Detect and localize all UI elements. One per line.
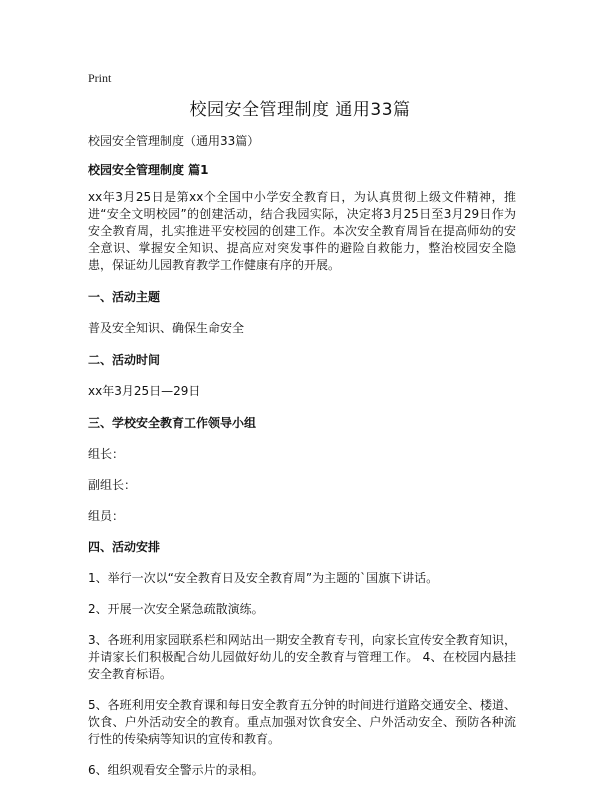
document-subtitle: 校园安全管理制度（通用33篇） (88, 134, 260, 148)
arrangement-item-1: 1、举行一次以“安全教育日及安全教育周”为主题的`国旗下讲话。 (88, 571, 439, 585)
document-body (88, 133, 516, 793)
heading-activity-time: 二、活动时间 (88, 353, 161, 367)
activity-theme-text: 普及安全知识、确保生命安全 (88, 321, 245, 335)
print-label: Print (88, 71, 112, 85)
page-title: 校园安全管理制度 通用33篇 (189, 100, 411, 120)
activity-time-text: xx年3月25日—29日 (88, 384, 201, 398)
arrangement-item-5: 5、各班利用安全教育课和每日安全教育五分钟的时间进行道路交通安全、楼道、饮食、户外活动安全的教育。重点加强对饮食安全、户外活动安全、预防各种流行性的传染病等知识的宣传和教育。 (88, 698, 516, 746)
heading-activity-arrangement: 四、活动安排 (88, 540, 161, 554)
arrangement-item-2: 2、开展一次安全紧急疏散演练。 (88, 602, 264, 616)
heading-leadership-group: 三、学校安全教育工作领导小组 (88, 416, 257, 430)
arrangement-item-3: 3、各班利用家园联系栏和网站出一期安全教育专刊，向家长宣传安全教育知识，并请家长们积极配合幼儿园做好幼儿的安全教育与管理工作。 4、在校园内悬挂安全教育标语。 (88, 633, 516, 681)
arrangement-item-6: 6、组织观看安全警示片的录相。 (88, 763, 264, 777)
heading-activity-theme: 一、活动主题 (88, 290, 161, 304)
intro-paragraph: xx年3月25日是第xx个全国中小学安全教育日，为认真贯彻上级文件精神，推进“安全文明校园”的创建活动，结合我园实际，决定将3月25日至3月29日作为安全教育周，扎实推进平安校园的创建工作。本次安全教育周旨在提高师幼的安全意识、掌握安全知识、提高应对突发事件的避险自救能力，整治校园安全隐患，保证幼儿园教育教学工作健康有序的开展。 (88, 190, 516, 272)
group-members-line: 组员： (88, 509, 125, 523)
group-leader-line: 组长： (88, 447, 125, 461)
group-vice-leader-line: 副组长： (88, 478, 137, 492)
section-heading: 校园安全管理制度 篇1 (88, 163, 209, 177)
